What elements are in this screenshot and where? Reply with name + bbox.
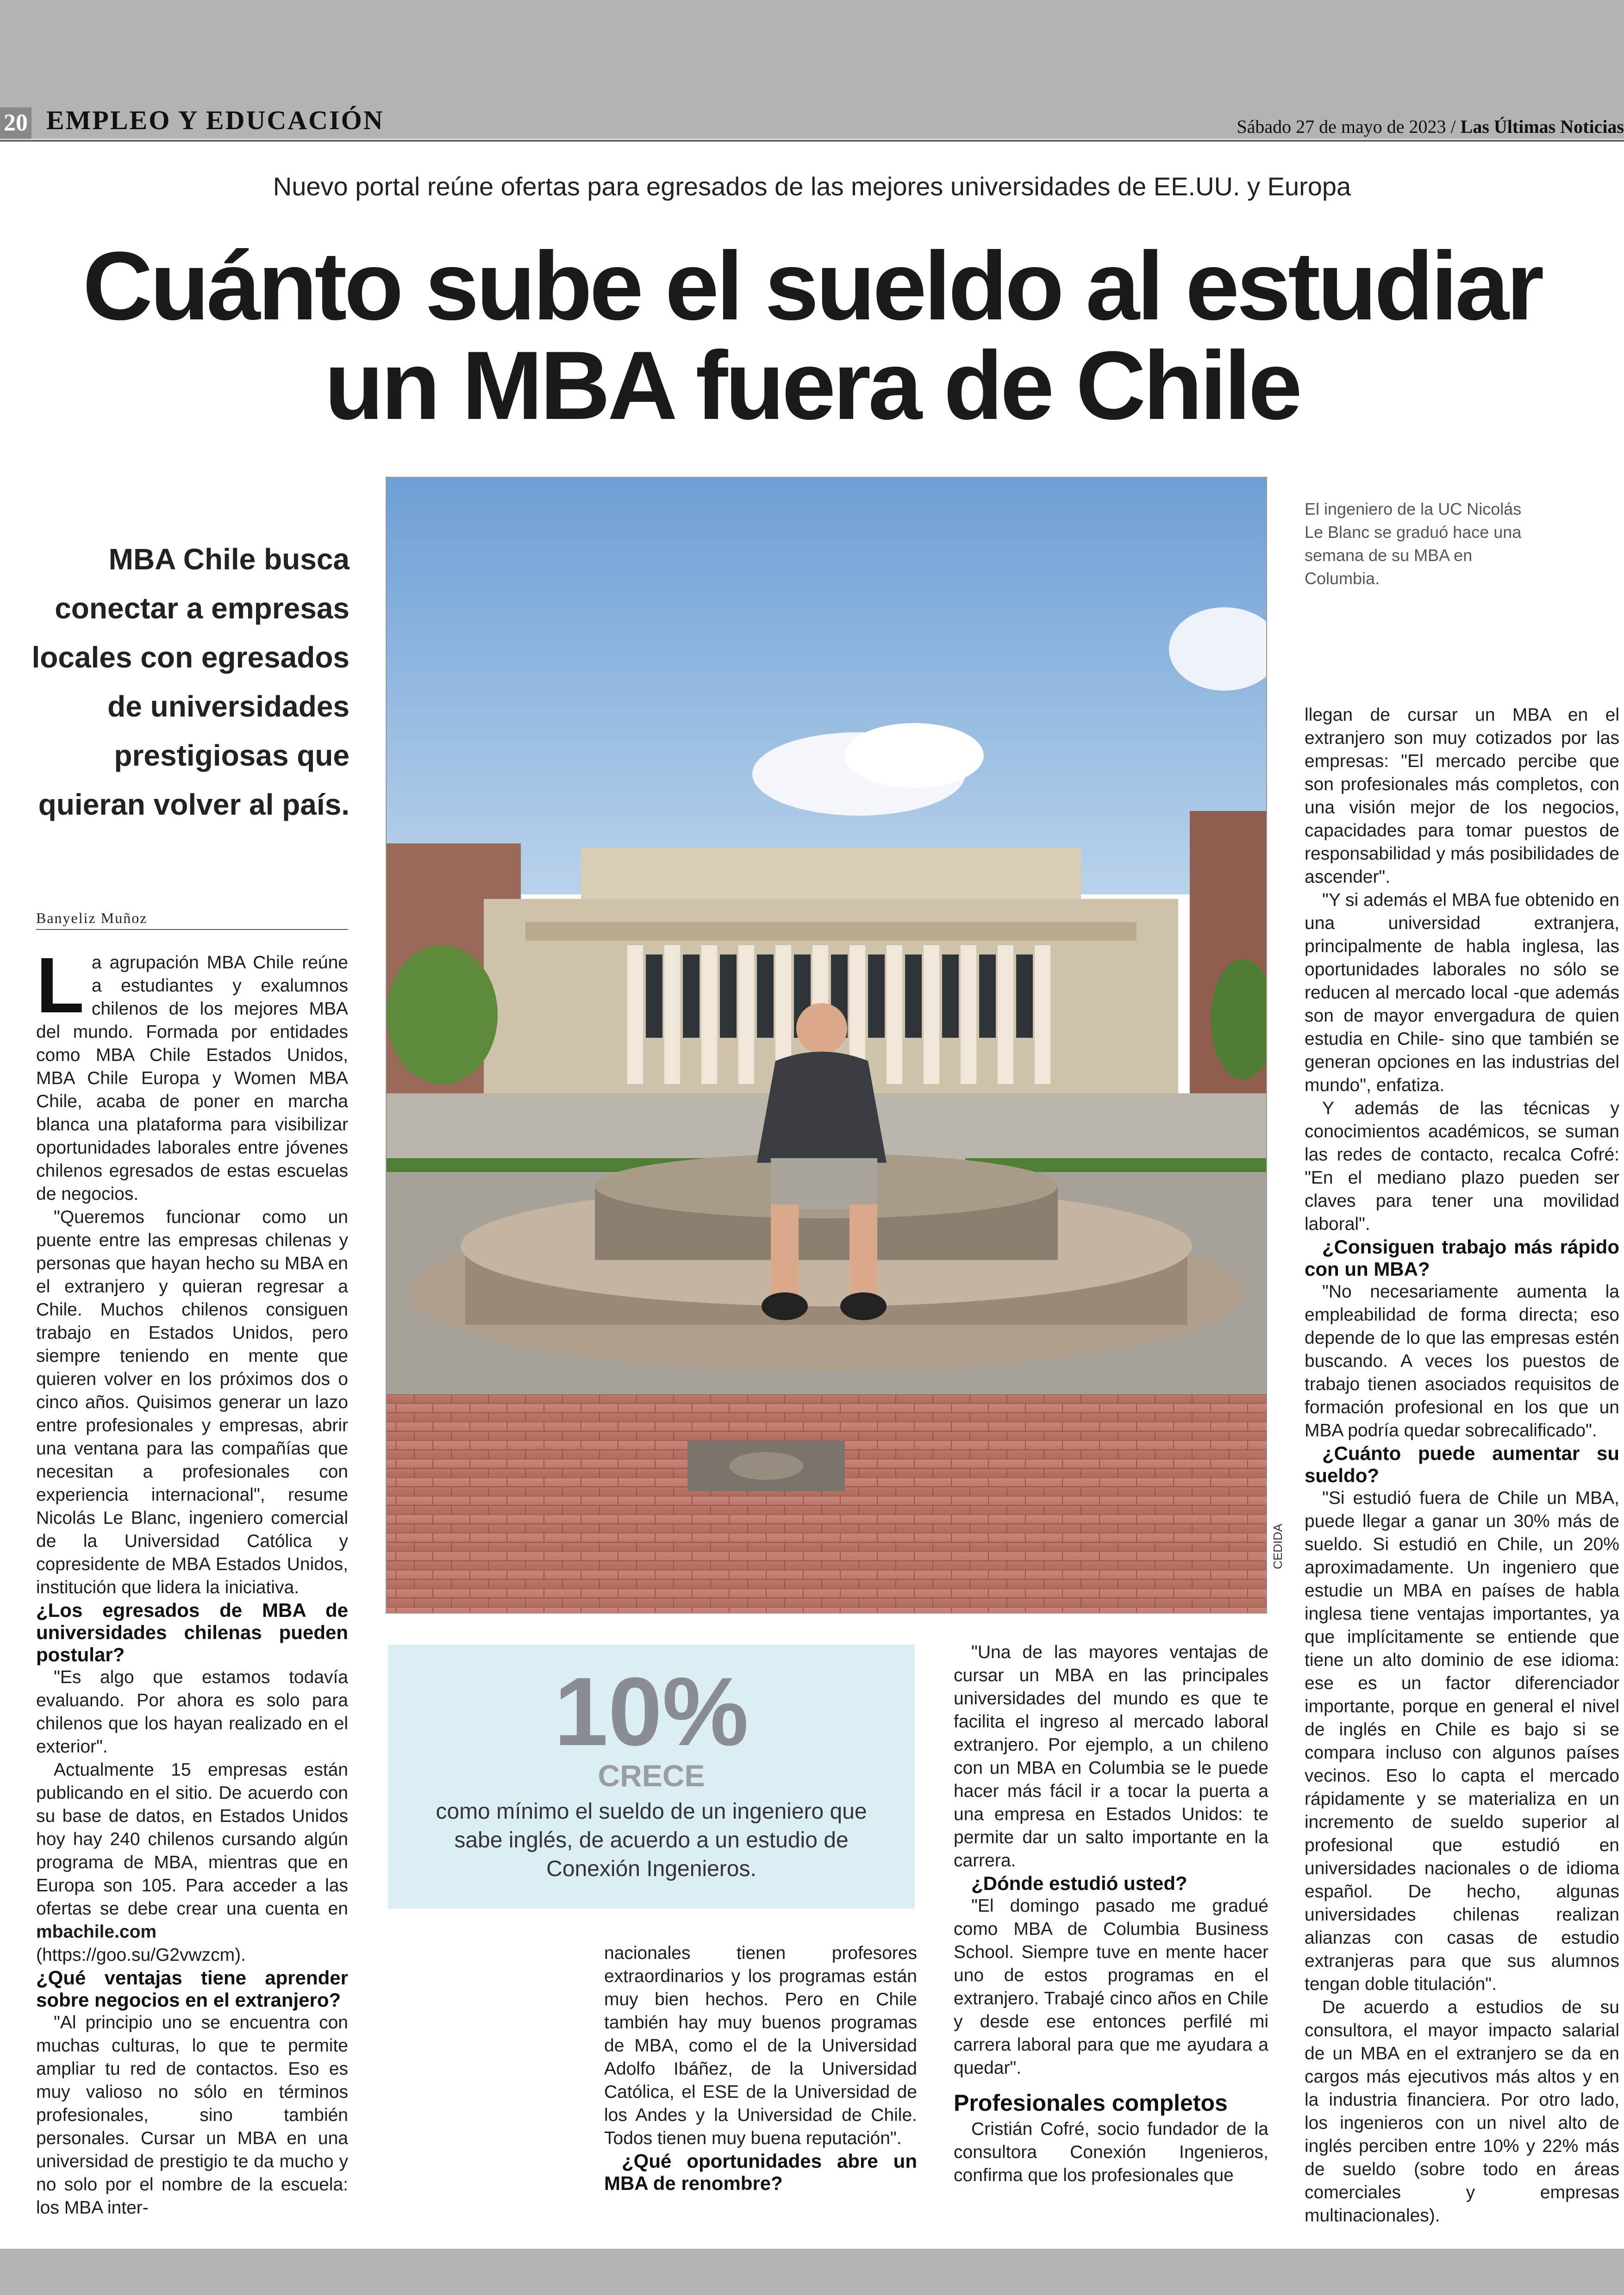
- photo-illustration: [387, 478, 1267, 1614]
- deck: [9, 535, 350, 829]
- paragraph-text: Actualmente 15 empresas están publicando en el sitio. De acuerdo con su base de datos, en Estados Unidos hoy hay 240 chilenos cursando algún programa de MBA, mientras que en Europa son 105. Para acceder a las ofertas se debe crear una cuenta en: [36, 1760, 348, 1919]
- stat-label: CRECE: [598, 1759, 705, 1793]
- paragraph: [36, 1759, 348, 1967]
- paragraph: Y además de las técnicas y conocimientos académicos, se suman las redes de contacto, recalca Cofré: "En el mediano plazo pueden ser claves para tener una movilidad laboral".: [1305, 1098, 1619, 1234]
- paragraph: "Si estudió fuera de Chile un MBA, puede llegar a ganar un 30% más de sueldo. Si estudió en Chile, un 20% aproximadamente. Un ingeniero que estudie un MBA en países de habla inglesa tiene ventajas importantes, ya que implícitamente se entiende que tiene un alto dominio de ese idioma: ese es un factor diferenciador importante, porque en general el nivel de inglés en Chile es bajo si se compara incluso con algunos países vecinos. Eso lo capta el mercado rápidamente y se materializa en un incremento de sueldo superior al profesional que estudió en universidades nacionales o de idioma español. De hecho, algunas universidades chilenas realizan alianzas con casas de estudio extranjeras para que sus alumnos tengan doble titulación".: [1305, 1488, 1619, 1994]
- paragraph: De acuerdo a estudios de su consultora, el mayor impacto salarial de un MBA en el extranjero se da en cargos más ejecutivos más altos y en la industria financiera. Por otro lado, los ingenieros con un nivel alto de inglés perciben entre 10% y 22% más de sueldo (sobre todo en áreas comerciales y empresas multinacionales).: [1305, 1997, 1619, 2226]
- paragraph: "El domingo pasado me gradué como MBA de Columbia Business School. Siempre tuve en mente hacer uno de estos programas en el extranjero. Trabajé cinco años en Chile y desde ese entonces perfilé mi carrera laboral para que me ayudara a quedar".: [954, 1896, 1268, 2078]
- deck-line: quieran volver al país.: [38, 788, 350, 821]
- article-column-1: [36, 942, 348, 2220]
- stat-percent: 10%: [554, 1657, 749, 1766]
- paragraph: [36, 942, 348, 1206]
- dateline: [1237, 116, 1624, 137]
- article-column-3: [954, 1641, 1268, 2187]
- header-rule: [0, 140, 1624, 142]
- paragraph: "Una de las mayores ventajas de cursar un MBA en las principales universidades del mundo es que te facilita el ingreso al mercado laboral extranjero. Por ejemplo, a un chileno con un MBA en Columbia se le puede hacer más fácil ir a tocar la puerta a una empresa en Estados Unidos: te permite dar un salto importante en la carrera.: [954, 1642, 1268, 1871]
- paragraph: "Y si además el MBA fue obtenido en una universidad extranjera, principalmente de habla inglesa, las oportunidades laborales no sólo se reducen al mercado local -que además son de mayor envergadura de quien estudia en Chile- sino que también se generan opciones en las industrias del mundo", enfatiza.: [1305, 890, 1619, 1095]
- subheading: Profesionales completos: [954, 2090, 1228, 2116]
- drop-cap: L: [36, 942, 84, 1029]
- interview-question: ¿Qué oportunidades abre un MBA de renombre?: [604, 2150, 917, 2194]
- page-number: 20: [0, 107, 31, 139]
- headline-line-2: un MBA fuera de Chile: [324, 331, 1300, 440]
- paragraph-text: a agrupación MBA Chile reúne a estudiantes y exalumnos chilenos de los mejores MBA del mundo. Formada por entidades como MBA Chile Estados Unidos, MBA Chile Europa y Women MBA Chile, acaba de poner en marcha blanca una plataforma para visibilizar oportunidades laborales entre jóvenes chilenos egresados de estas escuelas de negocios.: [36, 953, 348, 1204]
- paragraph: "No necesariamente aumenta la empleabilidad de forma directa; eso depende de lo que las empresas estén buscando. A veces los puestos de trabajo tienen asociados requisitos de formación profesional en los que un MBA podría quedar sobrecalificado".: [1305, 1282, 1619, 1441]
- photo-credit: CEDIDA: [1271, 1523, 1285, 1569]
- interview-question: ¿Dónde estudió usted?: [971, 1872, 1187, 1894]
- paragraph: nacionales tienen profesores extraordinarios y los programas están muy bien hechos. Pero en Chile también hay muy buenos programas de MBA, como el de la Universidad Adolfo Ibáñez, de la Universidad Católica, el ESE de la Universidad de los Andes y la Universidad de Chile. Todos tienen muy buena reputación".: [604, 1943, 917, 2148]
- deck-line: locales con egresados: [31, 641, 350, 674]
- byline: Banyeliz Muñoz: [36, 910, 148, 926]
- newspaper-name: Las Últimas Noticias: [1460, 116, 1624, 137]
- deck-line: conectar a empresas: [55, 592, 350, 625]
- headline: [0, 231, 1624, 440]
- interview-question: ¿Los egresados de MBA de universidades chilenas pueden postular?: [36, 1599, 348, 1665]
- stat-box: [388, 1645, 915, 1908]
- paragraph: "Queremos funcionar como un puente entre las empresas chilenas y personas que hayan hecho su MBA en el extranjero y quieran regresar a Chile. Muchos chilenos consiguen trabajo en Estados Unidos, pero siempre teniendo en mente que quieren volver en los próximos dos o cinco años. Quisimos generar un lazo entre profesionales y empresas, abrir una ventana para las compañías que necesitan a profesionales con experiencia internacional", resume Nicolás Le Blanc, ingeniero comercial de la Universidad Católica y copresidente de MBA Estados Unidos, institución que lidera la iniciativa.: [36, 1207, 348, 1597]
- issue-date: Sábado 27 de mayo de 2023 /: [1237, 116, 1456, 137]
- section-title: EMPLEO Y EDUCACIÓN: [46, 105, 384, 135]
- paragraph: llegan de cursar un MBA en el extranjero son muy cotizados por las empresas: "El mercado percibe que son profesionales más completos, con una visión mejor de los negocios, capacidades para tomar puestos de responsabilidad y más posibilidades de ascender".: [1305, 705, 1619, 887]
- paragraph-text: (https://goo.su/G2vwzcm).: [36, 1945, 246, 1965]
- paragraph: "Es algo que estamos todavía evaluando. Por ahora es solo para chilenos que los hayan realizado en el exterior".: [36, 1667, 348, 1757]
- deck-line: de universidades: [107, 690, 350, 723]
- kicker: Nuevo portal reúne ofertas para egresados de las mejores universidades de EE.UU. y Europa: [273, 172, 1351, 201]
- photo-graduate-columbia: [386, 477, 1267, 1614]
- paragraph: "Al principio uno se encuentra con muchas culturas, lo que te permite ampliar tu red de contactos. Eso es muy valioso no sólo en términos profesionales, sino también personales. Cursar un MBA en una universidad de prestigio te da mucho y no solo por el nombre de la escuela: los MBA inter-: [36, 2013, 348, 2218]
- headline-line-1: Cuánto sube el sueldo al estudiar: [82, 231, 1542, 340]
- deck-line: MBA Chile busca: [108, 543, 350, 576]
- bottom-margin-band: [0, 2249, 1624, 2295]
- stat-description: como mínimo el sueldo de un ingeniero que sabe inglés, de acuerdo a un estudio de Conexión Ingenieros.: [436, 1799, 867, 1881]
- interview-question: ¿Consiguen trabajo más rápido con un MBA?: [1305, 1236, 1619, 1280]
- byline-rule: [36, 929, 348, 930]
- article-column-2: [604, 1942, 917, 2195]
- interview-question: ¿Qué ventajas tiene aprender sobre negocios en el extranjero?: [36, 1967, 348, 2011]
- interview-question: ¿Cuánto puede aumentar su sueldo?: [1305, 1442, 1619, 1486]
- article-column-4: [1305, 704, 1619, 2227]
- photo-caption: El ingeniero de la UC Nicolás Le Blanc se graduó hace una semana de su MBA en Columbia.: [1305, 499, 1522, 588]
- website-link[interactable]: mbachile.com: [36, 1922, 157, 1942]
- paragraph: Cristián Cofré, socio fundador de la consultora Conexión Ingenieros, confirma que los profesionales que: [954, 2119, 1268, 2185]
- deck-line: prestigiosas que: [114, 739, 350, 772]
